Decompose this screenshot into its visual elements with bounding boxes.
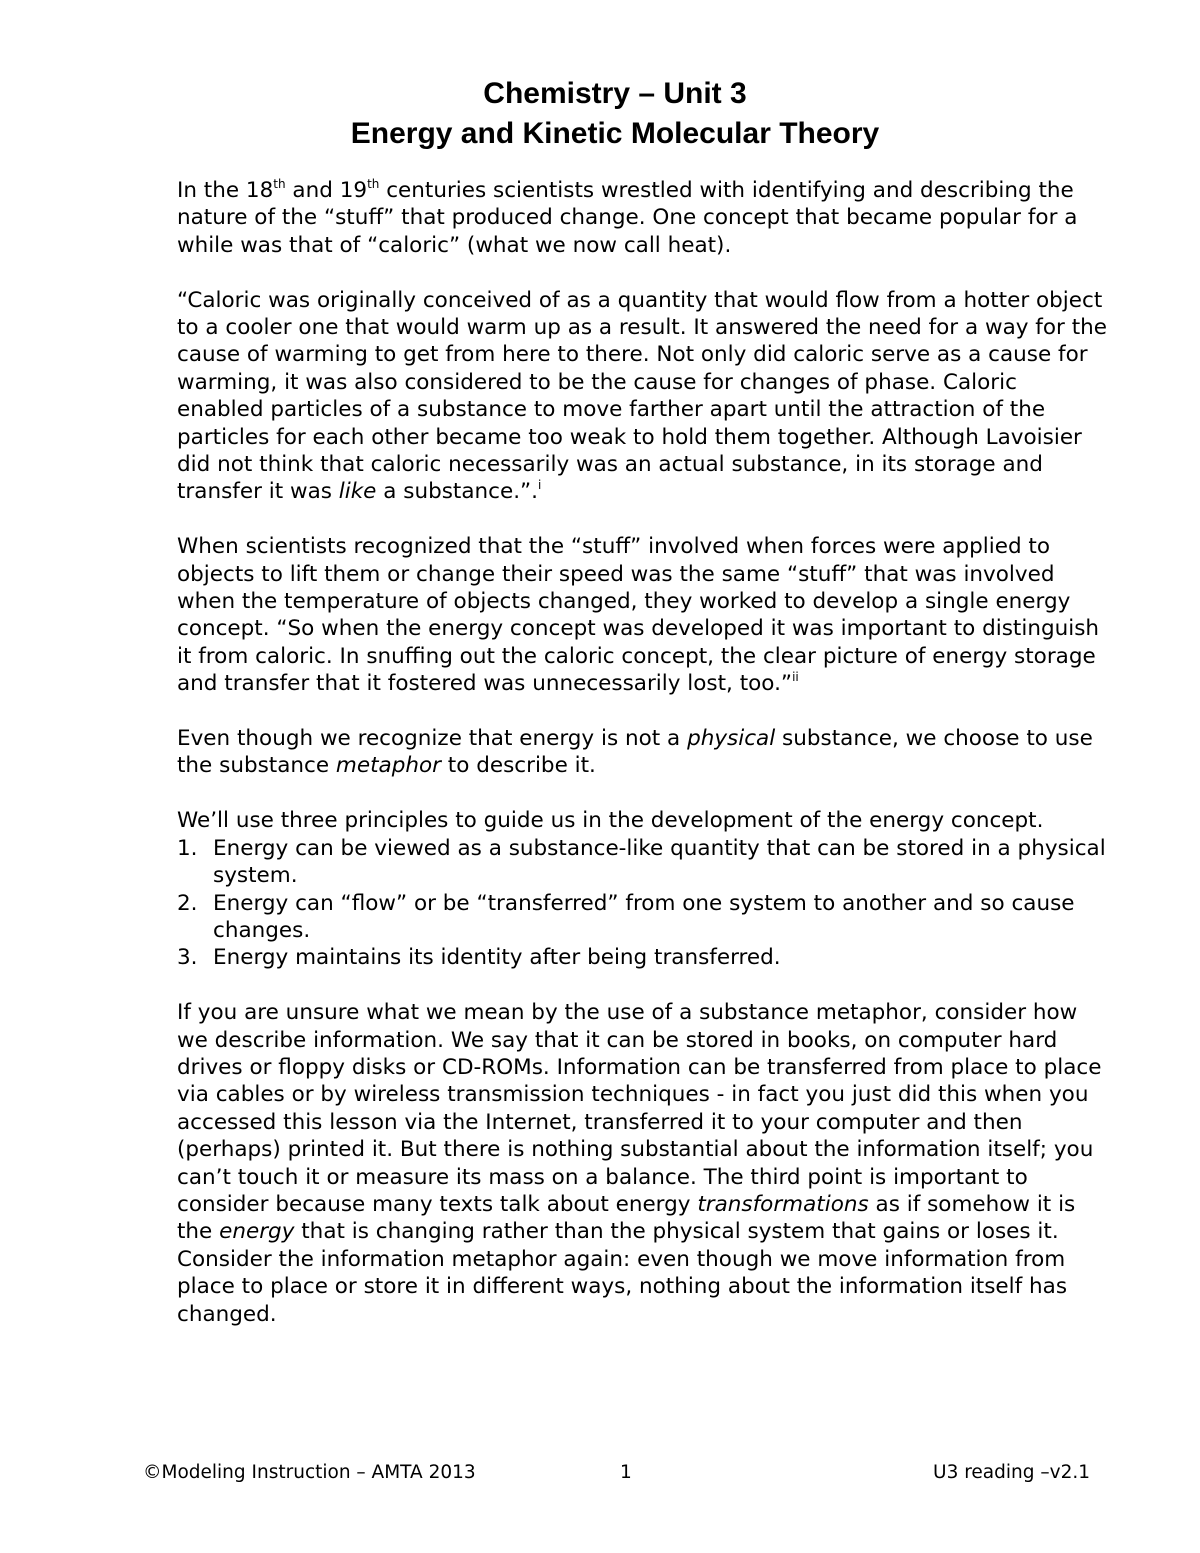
footer-page-number: 1	[620, 1462, 632, 1483]
principles-list	[177, 835, 1107, 972]
emphasis-metaphor: metaphor	[335, 753, 441, 779]
paragraph-information-metaphor: If you are unsure what we mean by the use of a substance metaphor, consider how we describe information. We say that it can be stored in books, on computer hard drives or floppy disks or CD-ROMs. Information can be transferred from place to place via cables or by wireless transmission techniques - in fact you just did this when you accessed this lesson via the Internet, transferred it to your computer and then (perhaps) printed it. But there is nothing substantial about the information itself; you can’t touch it or measure its mass on a balance. The third point is important to consider because many texts talk about energy transformations as if somehow it is the energy that is changing rather than the physical system that gains or loses it. Consider the information metaphor again: even though we move information from place to place or store it in different ways, nothing about the information itself has changed.	[177, 1000, 1102, 1327]
paragraph-metaphor: Even though we recognize that energy is not a physical substance, we choose to use the substance metaphor to describe it.	[177, 726, 1093, 779]
footer-version: U3 reading –v2.1	[933, 1462, 1090, 1483]
endnote-ref-ii[interactable]: ii	[792, 670, 799, 685]
emphasis-physical: physical	[687, 726, 776, 752]
endnote-ref-i[interactable]: i	[538, 478, 542, 493]
list-item	[177, 890, 1107, 945]
emphasis-like: like	[338, 479, 377, 505]
emphasis-transformations: transformations	[697, 1191, 869, 1217]
page-subtitle: Energy and Kinetic Molecular Theory	[350, 117, 880, 150]
list-number: 1.	[177, 835, 198, 861]
document-body	[177, 177, 1107, 1328]
footer-copyright: ©Modeling Instruction – AMTA 2013	[143, 1462, 476, 1483]
list-item	[177, 835, 1107, 890]
page-title: Chemistry – Unit 3	[483, 77, 747, 110]
list-number: 2.	[177, 890, 198, 916]
paragraph-caloric-quote: “Caloric was originally conceived of as a quantity that would flow from a hotter object to a cooler one that would warm up as a result. It answered the need for a way for the cause of warming to get from here to there. Not only did caloric serve as a cause for warming, it was also considered to be the cause for changes of phase. Caloric enabled particles of a substance to move farther apart until the attraction of the particles for each other became too weak to hold them together. Although Lavoisier did not think that caloric necessarily was an actual substance, in its storage and transfer it was like a substance.”.$^i$	[177, 287, 1107, 505]
superscript: th	[273, 177, 286, 191]
paragraph-energy-concept: When scientists recognized that the “stuff” involved when forces were applied to objects to lift them or change their speed was the same “stuff” that was involved when the temperature of objects changed, they worked to develop a single energy concept. “So when the energy concept was developed it was important to distinguish it from caloric. In snuffing out the caloric concept, the clear picture of energy storage and transfer that it fostered was unnecessarily lost, too.”$^{ii}$	[177, 534, 1100, 697]
paragraph-principles-intro: We’ll use three principles to guide us in the development of the energy concept.	[177, 808, 1044, 834]
list-item-text: Energy can “flow” or be “transferred” from one system to another and so cause changes.	[213, 890, 1075, 943]
page-footer	[0, 1459, 1200, 1487]
list-number: 3.	[177, 945, 198, 971]
list-item-text: Energy maintains its identity after being transferred.	[213, 945, 781, 971]
list-item	[177, 944, 1107, 971]
document-header	[0, 74, 1200, 154]
emphasis-energy: energy	[219, 1219, 295, 1245]
superscript: th	[367, 177, 380, 191]
list-item-text: Energy can be viewed as a substance-like quantity that can be stored in a physical system.	[213, 835, 1106, 889]
paragraph-intro: In the 18th and 19th centuries scientists wrestled with identifying and describing the nature of the “stuff” that produced change. One concept that became popular for a while was that of “caloric” (what we now call heat).	[177, 177, 1078, 258]
